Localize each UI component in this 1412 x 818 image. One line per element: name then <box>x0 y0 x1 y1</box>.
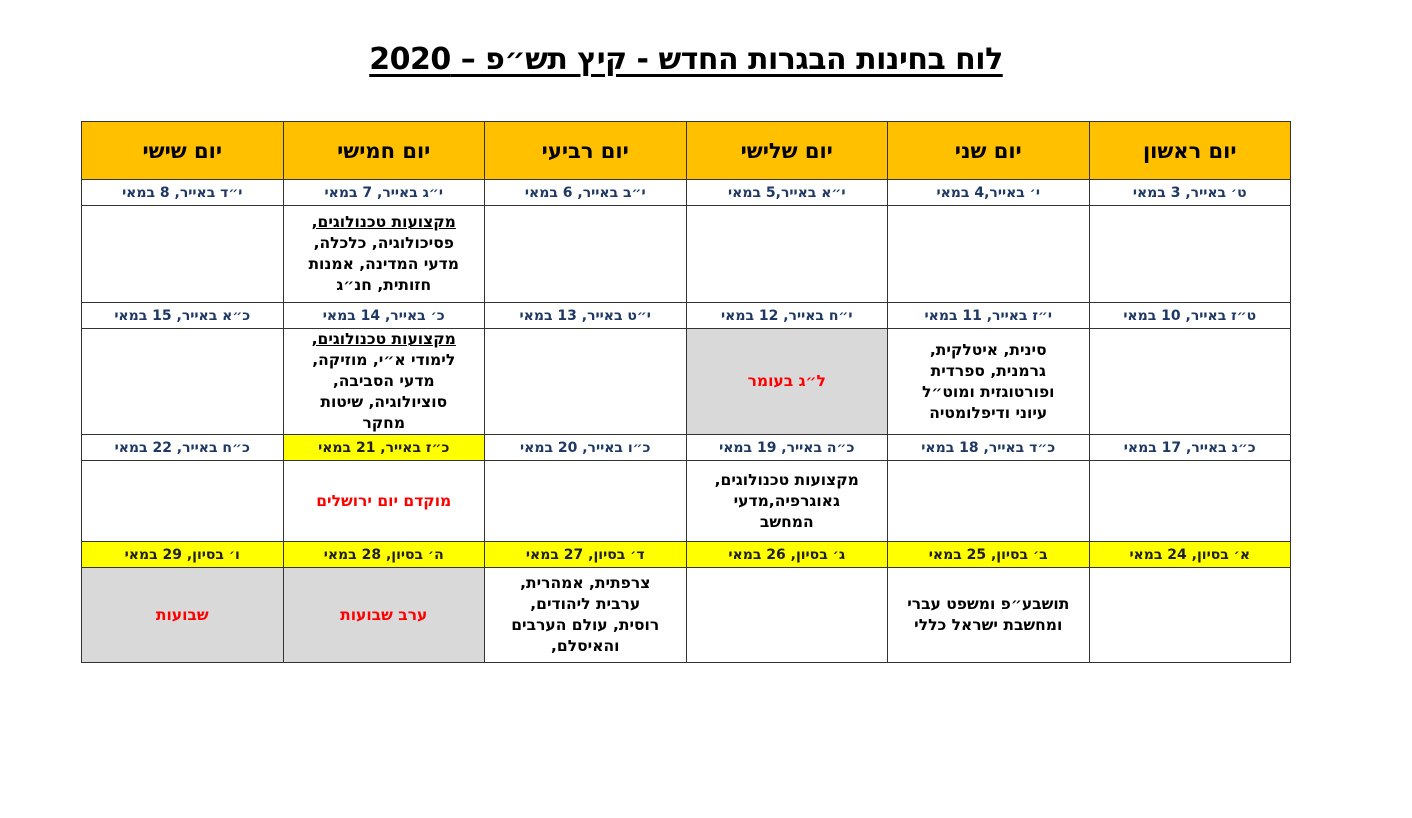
exam-row <box>82 461 1291 542</box>
holiday-label: שבועות <box>155 605 209 624</box>
exam-subject-line: עיוני ודיפלומטיה <box>929 403 1048 422</box>
date-cell: כ״ח באייר, 22 במאי <box>82 435 284 461</box>
exam-cell <box>485 329 687 435</box>
exam-cell <box>485 206 687 303</box>
exam-subject-line: סוציולוגיה, שיטות <box>320 393 448 411</box>
exam-cell <box>888 206 1090 303</box>
exam-subject-line: מחקר <box>362 414 406 432</box>
exam-subject-line: והאיסלם, <box>551 637 620 655</box>
exam-cell <box>686 568 888 663</box>
date-cell: כ״ד באייר, 18 במאי <box>888 435 1090 461</box>
date-cell: י״א באייר,5 במאי <box>686 180 888 206</box>
day-header-monday: יום שני <box>888 122 1090 180</box>
exam-subject-line: מדעי המדינה, אמנות <box>308 255 460 273</box>
exam-cell <box>82 461 284 542</box>
date-cell: י״ד באייר, 8 במאי <box>82 180 284 206</box>
date-cell: כ׳ באייר, 14 במאי <box>283 303 485 329</box>
exam-row <box>82 206 1291 303</box>
exam-row <box>82 329 1291 435</box>
date-cell: י״ג באייר, 7 במאי <box>283 180 485 206</box>
exam-schedule-table <box>81 121 1291 663</box>
exam-cell <box>82 206 284 303</box>
date-cell: ט״ז באייר, 10 במאי <box>1089 303 1291 329</box>
date-cell: ב׳ בסיון, 25 במאי <box>888 542 1090 568</box>
date-cell: כ״א באייר, 15 במאי <box>82 303 284 329</box>
holiday-label: מוקדם יום ירושלים <box>316 491 452 510</box>
exam-cell <box>283 206 485 303</box>
date-cell: י׳ באייר,4 במאי <box>888 180 1090 206</box>
exam-subject-line: מדעי הסביבה, <box>332 372 435 390</box>
date-cell: ד׳ בסיון, 27 במאי <box>485 542 687 568</box>
exam-cell <box>82 329 284 435</box>
exam-cell <box>1089 461 1291 542</box>
holiday-cell <box>82 568 284 663</box>
exam-subject-line: תושבע״פ ומשפט עברי <box>907 595 1070 613</box>
exam-cell <box>888 568 1090 663</box>
date-row <box>82 180 1291 206</box>
exam-cell <box>1089 329 1291 435</box>
date-cell: כ״ז באייר, 21 במאי <box>283 435 485 461</box>
date-cell: כ״ה באייר, 19 במאי <box>686 435 888 461</box>
date-cell: ט׳ באייר, 3 במאי <box>1089 180 1291 206</box>
day-header-friday: יום שישי <box>82 122 284 180</box>
exam-subject-line: חזותית, חנ״ג <box>336 276 432 294</box>
day-header-tuesday: יום שלישי <box>686 122 888 180</box>
page-title: לוח בחינות הבגרות החדש - קיץ תש״פ – 2020 <box>369 42 1003 77</box>
holiday-cell <box>686 329 888 435</box>
exam-cell <box>1089 568 1291 663</box>
day-header-thursday: יום חמישי <box>283 122 485 180</box>
exam-subject-line: גאוגרפיה,מדעי <box>733 491 840 510</box>
date-cell: א׳ בסיון, 24 במאי <box>1089 542 1291 568</box>
date-cell: י״ט באייר, 13 במאי <box>485 303 687 329</box>
date-row <box>82 542 1291 568</box>
holiday-cell <box>283 568 485 663</box>
exam-cell <box>1089 206 1291 303</box>
exam-cell <box>888 461 1090 542</box>
exam-subject-line: פסיכולוגיה, כלכלה, <box>313 234 454 252</box>
date-cell: י״ז באייר, 11 במאי <box>888 303 1090 329</box>
date-cell: כ״ו באייר, 20 במאי <box>485 435 687 461</box>
exam-subject-line: ומחשבת ישראל כללי <box>914 616 1063 634</box>
exam-subject-line: סינית, איטלקית, <box>929 340 1047 359</box>
holiday-label: ל״ג בעומר <box>747 372 826 390</box>
date-cell: ה׳ בסיון, 28 במאי <box>283 542 485 568</box>
day-header-sunday: יום ראשון <box>1089 122 1291 180</box>
exam-subject-line: ערבית ליהודים, <box>530 595 641 613</box>
exam-cell <box>686 206 888 303</box>
exam-subject-line: מקצועות טכנולוגים, <box>311 213 456 231</box>
day-header-wednesday: יום רביעי <box>485 122 687 180</box>
date-cell: כ״ג באייר, 17 במאי <box>1089 435 1291 461</box>
date-row <box>82 303 1291 329</box>
exam-subject-line: לימודי א״י, מוזיקה, <box>312 351 456 369</box>
day-header-row <box>82 122 1291 180</box>
exam-cell <box>485 461 687 542</box>
holiday-cell <box>283 461 485 542</box>
exam-subject-line: ופורטוגזית ומוט״ל <box>922 382 1055 401</box>
date-cell: ג׳ בסיון, 26 במאי <box>686 542 888 568</box>
exam-cell <box>283 329 485 435</box>
exam-subject-line: מקצועות טכנולוגים, <box>714 470 859 489</box>
exam-cell <box>485 568 687 663</box>
exam-subject-line: צרפתית, אמהרית, <box>520 574 651 592</box>
date-cell: ו׳ בסיון, 29 במאי <box>82 542 284 568</box>
exam-subject-line: מקצועות טכנולוגים, <box>311 330 456 348</box>
holiday-label: ערב שבועות <box>340 605 428 624</box>
date-row <box>82 435 1291 461</box>
exam-cell <box>888 329 1090 435</box>
exam-subject-line: רוסית, עולם הערבים <box>511 616 660 634</box>
date-cell: י״ח באייר, 12 במאי <box>686 303 888 329</box>
exam-subject-line: גרמנית, ספרדית <box>930 361 1046 380</box>
exam-subject-line: המחשב <box>759 512 814 531</box>
exam-row <box>82 568 1291 663</box>
exam-cell <box>686 461 888 542</box>
date-cell: י״ב באייר, 6 במאי <box>485 180 687 206</box>
